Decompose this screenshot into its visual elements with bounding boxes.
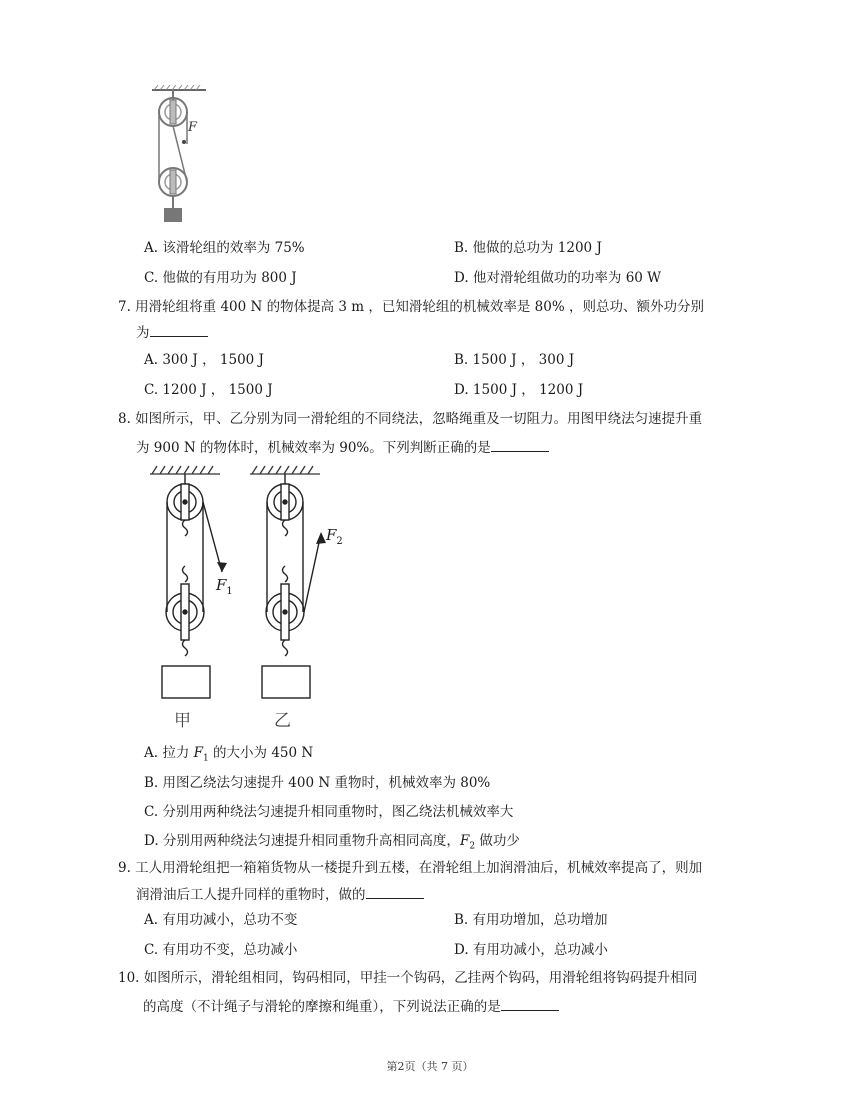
q7-option-b[interactable]: B. 1500 J ， 300 J: [454, 352, 575, 368]
q8-stem-line2: [136, 437, 549, 458]
q8-option-d-post: 做功少: [475, 833, 520, 849]
q9-answer-blank[interactable]: [366, 884, 424, 899]
q6-option-c[interactable]: C. 他做的有用功为 800 J: [144, 270, 297, 286]
q8-option-d-sub: 2: [469, 841, 476, 852]
q8-force-f1-label: [216, 576, 233, 597]
q6-option-a[interactable]: A. 该滑轮组的效率为 75%: [144, 240, 305, 256]
q6-option-d[interactable]: D. 他对滑轮组做功的功率为 60 W: [454, 270, 662, 286]
q8-option-a[interactable]: [144, 741, 313, 764]
page-footer: 第2页（共 7 页）: [386, 1060, 474, 1073]
q8-option-b[interactable]: B. 用图乙绕法匀速提升 400 N 重物时，机械效率为 80%: [144, 775, 491, 791]
q8-option-a-pre: A. 拉力: [144, 745, 194, 761]
q10-answer-blank[interactable]: [501, 996, 559, 1011]
q8-option-a-post: 的大小为 450 N: [208, 745, 314, 761]
q8-stem-line1: 8. 如图所示，甲、乙分别为同一滑轮组的不同绕法，忽略绳重及一切阻力。用图甲绕法匀速提升重: [118, 411, 703, 427]
q9-option-a[interactable]: A. 有用功减小，总功不变: [144, 912, 298, 928]
q10-stem-line2: [143, 996, 559, 1017]
q9-option-c[interactable]: C. 有用功不变，总功减小: [144, 942, 298, 958]
q7-stem-text: 为: [136, 325, 150, 341]
q7-answer-blank[interactable]: [150, 322, 208, 337]
q8-option-a-var: F: [193, 745, 203, 761]
q8-pulley-figure: [140, 462, 343, 732]
q10-stem-text: 的高度（不计绳子与滑轮的摩擦和绳重），下列说法正确的是: [143, 999, 501, 1015]
q8-figure-label-right: 乙: [274, 711, 291, 731]
q7-option-a[interactable]: A. 300 J ， 1500 J: [144, 352, 264, 368]
q8-force-f2-label: [326, 526, 343, 547]
q8-option-d[interactable]: [144, 829, 520, 852]
q7-option-c[interactable]: C. 1200 J ， 1500 J: [144, 382, 273, 398]
q7-option-d[interactable]: D. 1500 J ， 1200 J: [454, 382, 584, 398]
q6-pulley-figure: [140, 84, 220, 224]
q8-option-d-var: F: [459, 833, 470, 849]
q8-answer-blank[interactable]: [491, 437, 549, 452]
q6-option-b[interactable]: B. 他做的总功为 1200 J: [454, 240, 602, 256]
q9-stem-line1: 9. 工人用滑轮组把一箱箱货物从一楼提升到五楼，在滑轮组上加润滑油后，机械效率提高了，则加: [118, 860, 703, 876]
q7-stem-line2: [136, 322, 208, 343]
q8-force-f1-symbol: F: [216, 576, 227, 594]
q8-option-a-sub: 1: [203, 753, 209, 764]
q7-stem-line1: 7. 用滑轮组将重 400 N 的物体提高 3 m ，已知滑轮组的机械效率是 80% ，则总功、额外功分别: [118, 299, 704, 315]
q8-option-c[interactable]: C. 分别用两种绕法匀速提升相同重物时，图乙绕法机械效率大: [144, 804, 514, 820]
q9-option-b[interactable]: B. 有用功增加，总功增加: [454, 912, 608, 928]
q10-stem-line1: 10. 如图所示，滑轮组相同，钩码相同，甲挂一个钩码，乙挂两个钩码，用滑轮组将钩码提升相同: [118, 970, 698, 986]
q6-force-label: F: [188, 120, 198, 135]
q8-force-f2-symbol: F: [326, 526, 337, 544]
q8-force-f2-subscript: 2: [336, 536, 343, 547]
q9-stem-text: 润滑油后工人提升同样的重物时，做的: [136, 887, 366, 903]
q9-stem-line2: [136, 884, 424, 905]
q8-stem-text: 为 900 N 的物体时，机械效率为 90%。下列判断正确的是: [136, 440, 491, 456]
q8-option-d-pre: D. 分别用两种绕法匀速提升相同重物升高相同高度，: [144, 833, 460, 849]
q8-figure-label-left: 甲: [174, 711, 191, 731]
q9-option-d[interactable]: D. 有用功减小，总功减小: [454, 942, 608, 958]
q8-force-f1-subscript: 1: [226, 586, 233, 597]
